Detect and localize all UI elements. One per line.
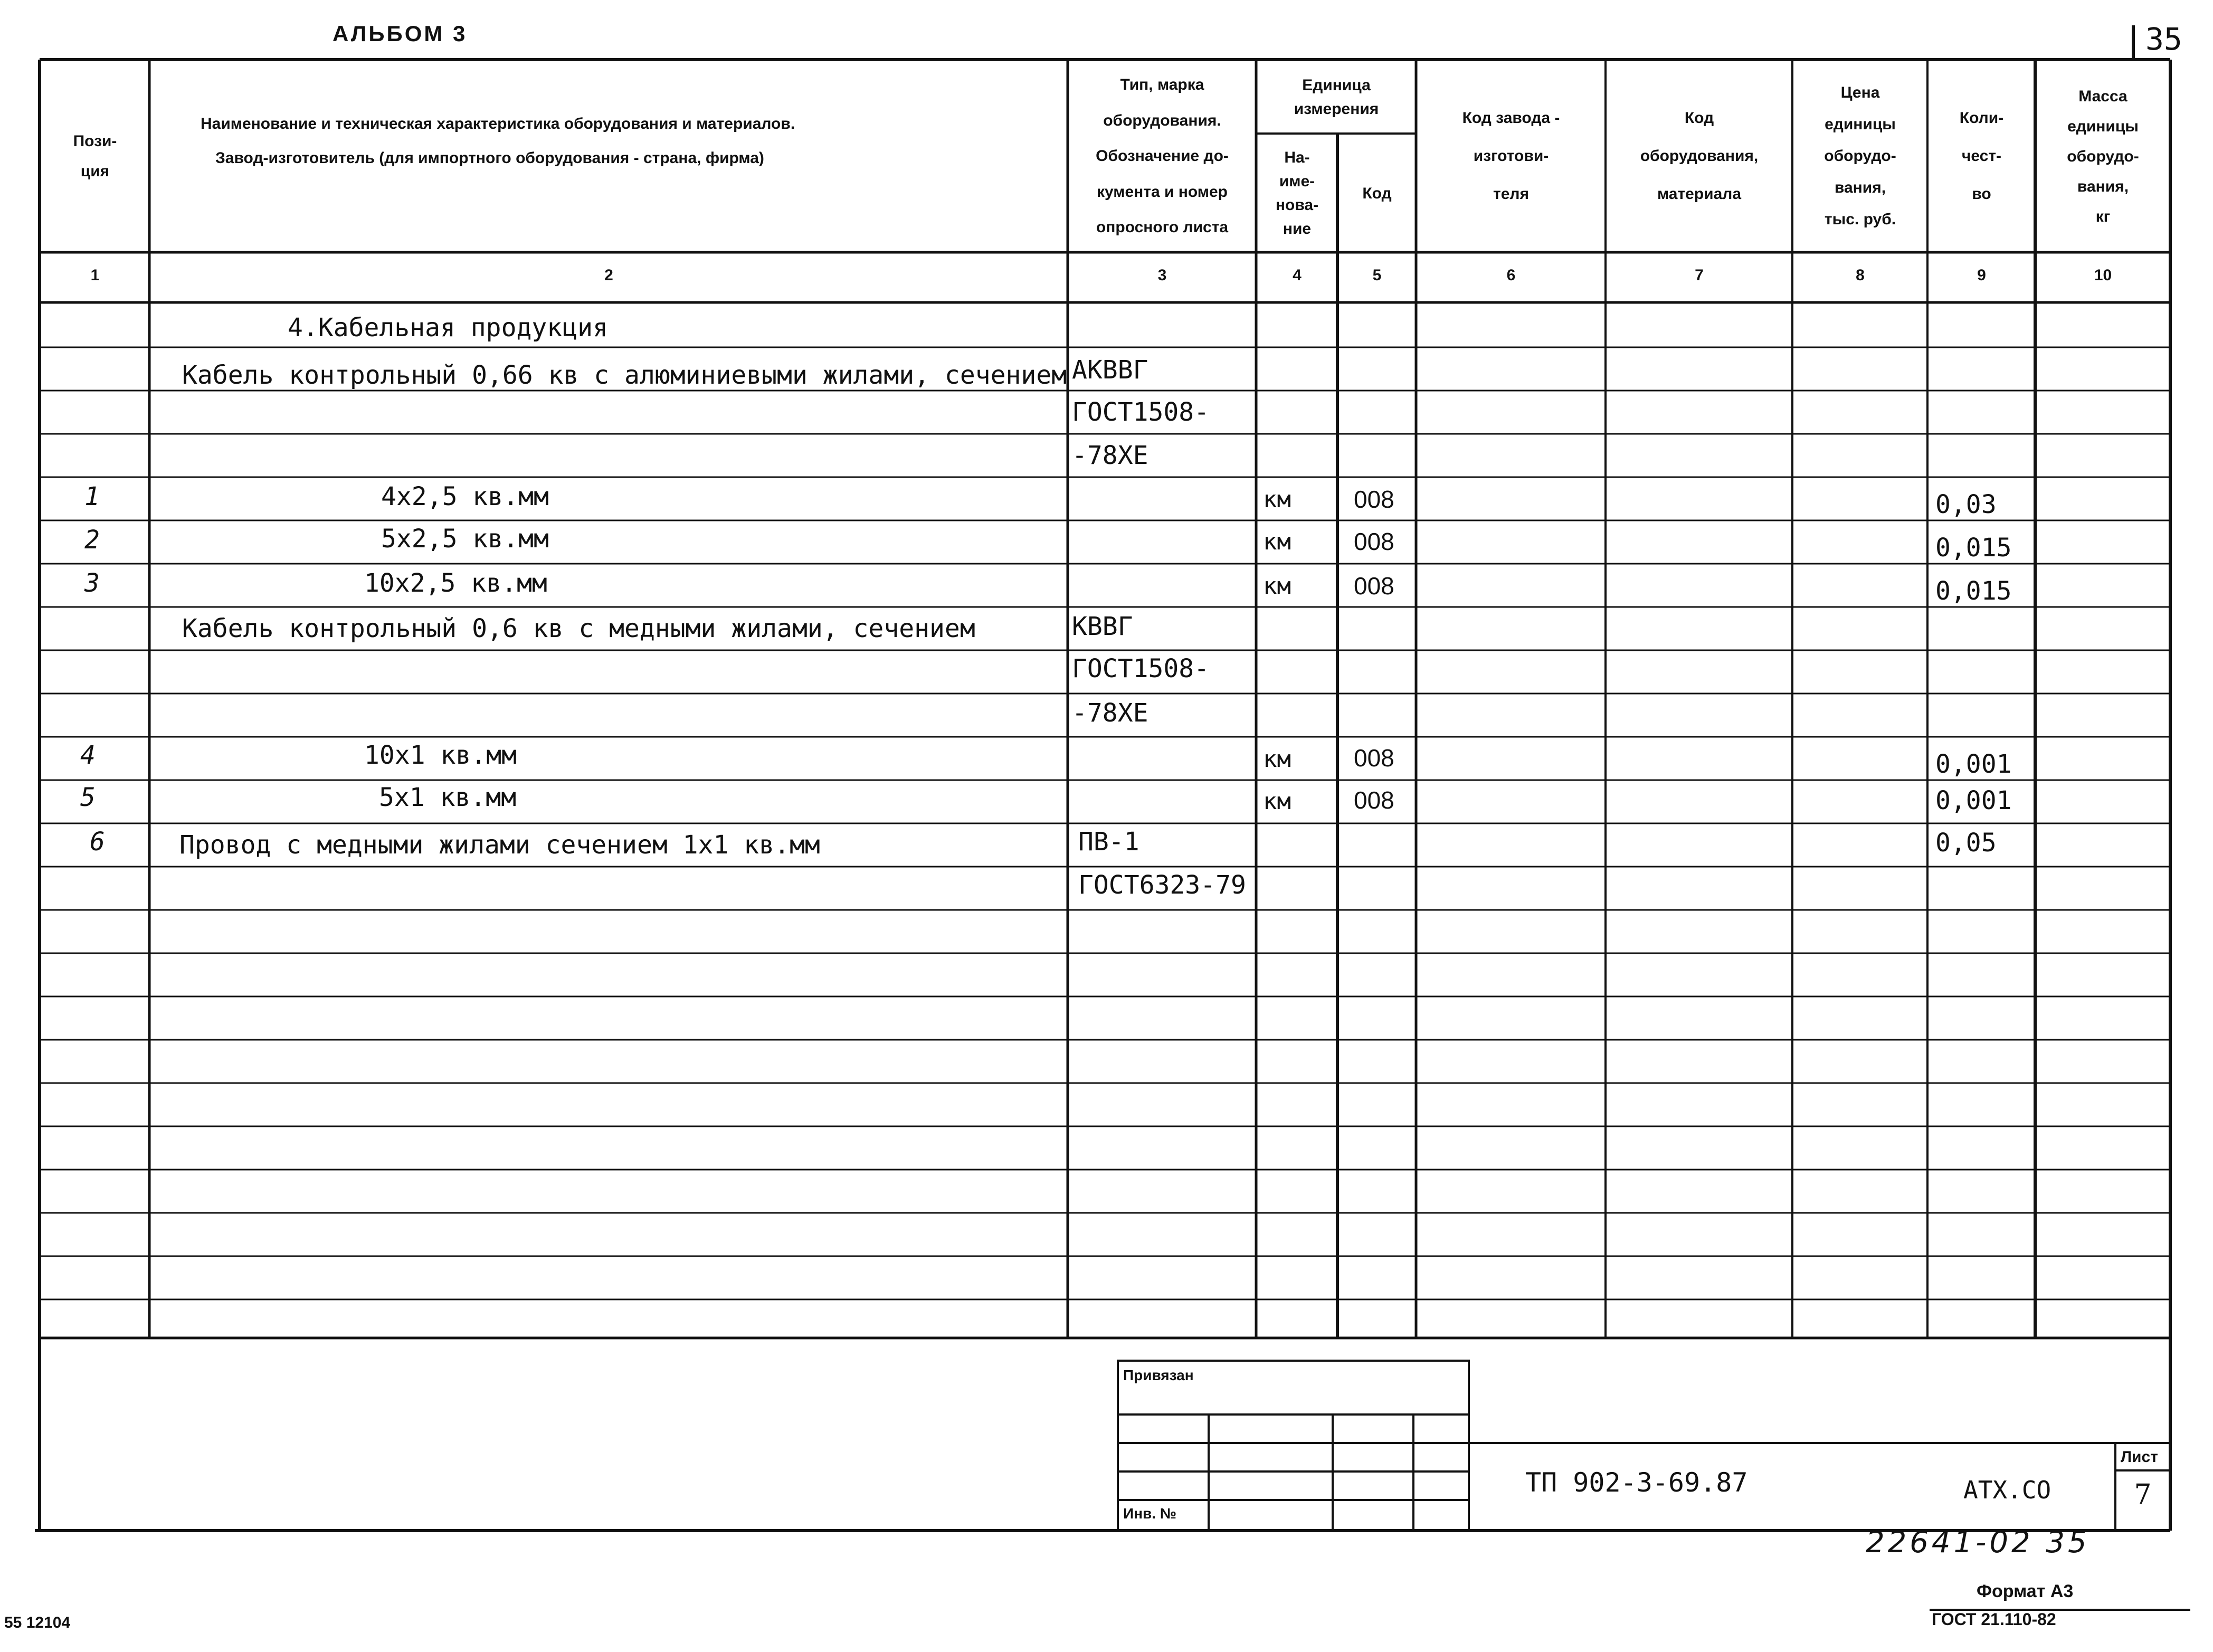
item-type: ПВ-1 <box>1078 827 1139 857</box>
item-position: 2 <box>84 525 100 555</box>
item-type: -78ХЕ <box>1072 698 1148 728</box>
item-name: Кабель контрольный 0,66 кв с алюминиевыми жилами, сечением <box>182 360 1067 390</box>
column-number: 4 <box>1293 267 1302 284</box>
item-type: -78ХЕ <box>1072 441 1148 470</box>
item-type: ГОСТ6323-79 <box>1078 870 1246 900</box>
header-equipment-code: Код оборудования, материала <box>1640 109 1759 203</box>
header-name-line2: Завод-изготовитель (для импортного оборудования - страна, фирма) <box>215 149 764 167</box>
footer-format: Формат А3 <box>1977 1581 2074 1601</box>
item-name: Провод с медными жилами сечением 1х1 кв.мм <box>179 830 820 860</box>
item-quantity: 0,001 <box>1935 786 2012 815</box>
item-position: 6 <box>90 827 105 857</box>
item-unit: км <box>1263 486 1291 513</box>
item-type: ГОСТ1508- <box>1072 654 1210 683</box>
item-name: 5х2,5 кв.мм <box>381 524 549 554</box>
item-type: АКВВГ <box>1072 355 1148 385</box>
item-position: 4 <box>80 740 96 770</box>
header-unit-code: Код <box>1362 184 1392 202</box>
header-unit-price: Цена единицы оборудо- вания, тыс. руб. <box>1824 84 1896 228</box>
item-quantity: 0,015 <box>1935 576 2012 606</box>
header-quantity: Коли- чест- во <box>1959 109 2004 203</box>
footer-print-code: 55 12104 <box>4 1614 71 1631</box>
item-position: 3 <box>84 568 100 598</box>
column-number: 8 <box>1856 267 1865 284</box>
item-unit: км <box>1263 788 1291 815</box>
tb-inv-no: Инв. № <box>1123 1505 1177 1522</box>
header-type: Тип, марка оборудования. Обозначение до- кумента и номер опросного листа <box>1096 76 1229 236</box>
header-mass: Масса единицы оборудо- вания, кг <box>2067 87 2139 225</box>
column-number: 5 <box>1372 267 1382 284</box>
header-unit-name: На- име- нова- ние <box>1275 149 1319 238</box>
footer-standard: ГОСТ 21.110-82 <box>1932 1610 2056 1629</box>
header-name-line1: Наименование и техническая характеристика оборудования и материалов. <box>201 115 795 132</box>
header-factory-code: Код завода - изготови- теля <box>1462 109 1560 203</box>
section-title: 4.Кабельная продукция <box>288 313 608 343</box>
item-unit-code: 008 <box>1354 744 1394 772</box>
footer-handwritten-number: 22641-02 35 <box>1866 1525 2090 1560</box>
header-unit: Единица измерения <box>1294 76 1379 118</box>
item-type: ГОСТ1508- <box>1072 397 1210 427</box>
header-name <box>151 61 1067 251</box>
item-quantity: 0,001 <box>1935 749 2012 779</box>
item-quantity: 0,05 <box>1935 828 1997 858</box>
item-quantity: 0,03 <box>1935 490 1997 519</box>
column-number: 10 <box>2094 267 2112 284</box>
item-type: КВВГ <box>1072 612 1133 641</box>
column-number: 3 <box>1157 267 1167 284</box>
item-unit-code: 008 <box>1354 786 1394 814</box>
tb-doc-code: АТХ.СО <box>1963 1476 2051 1504</box>
item-name: Кабель контрольный 0,6 кв с медными жилами, сечением <box>182 614 975 643</box>
item-position: 1 <box>84 482 100 511</box>
item-name: 10х1 кв.мм <box>364 740 517 770</box>
item-unit: км <box>1263 528 1291 555</box>
item-unit-code: 008 <box>1354 572 1394 600</box>
item-name: 5х1 кв.мм <box>379 783 517 812</box>
item-unit: км <box>1263 746 1291 773</box>
page-corner-number: 35 <box>2145 21 2182 57</box>
tb-doc-number: ТП 902-3-69.87 <box>1525 1467 1748 1498</box>
column-number: 2 <box>604 267 613 284</box>
column-number: 7 <box>1695 267 1704 284</box>
column-number: 9 <box>1977 267 1986 284</box>
item-quantity: 0,015 <box>1935 533 2012 563</box>
tb-privyazan: Привязан <box>1123 1367 1194 1383</box>
item-name: 10х2,5 кв.мм <box>364 568 547 598</box>
header-position: Пози- ция <box>73 132 117 180</box>
item-name: 4х2,5 кв.мм <box>381 482 549 511</box>
item-position: 5 <box>80 783 96 812</box>
column-number: 1 <box>90 267 100 284</box>
column-number: 6 <box>1506 267 1516 284</box>
item-unit-code: 008 <box>1354 486 1394 513</box>
item-unit-code: 008 <box>1354 528 1394 555</box>
item-unit: км <box>1263 573 1291 600</box>
album-label: АЛЬБОМ 3 <box>333 21 468 46</box>
tb-sheet-number: 7 <box>2134 1479 2152 1511</box>
tb-sheet-label: Лист <box>2121 1448 2158 1466</box>
